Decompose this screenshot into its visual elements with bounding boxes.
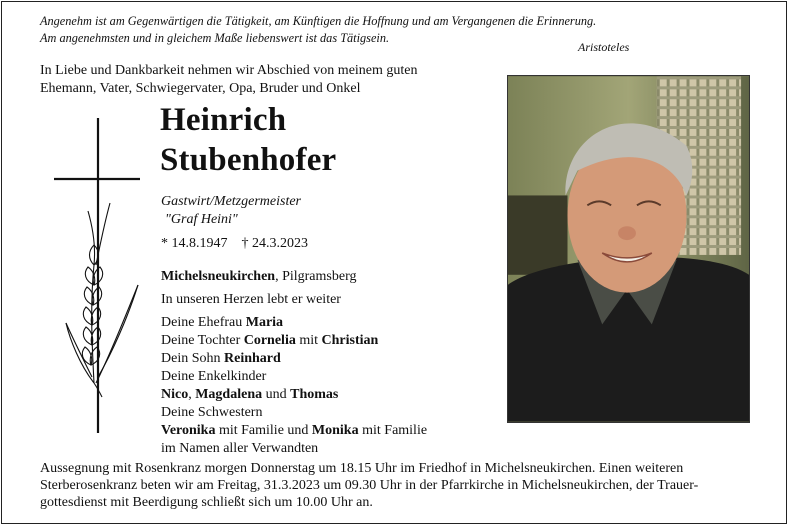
life-dates	[161, 236, 322, 252]
daughter-mid: mit	[295, 333, 322, 348]
daughter-name: Cornelia	[243, 333, 296, 348]
place-rest: , Pilgramsberg	[275, 269, 357, 284]
quote-line-2: Am angenehmsten und in gleichem Maße liebenswert ist das Tätigsein.	[40, 31, 390, 45]
intro-text	[40, 62, 480, 98]
sister-1-suffix: mit Familie und	[215, 423, 312, 438]
intro-line-2: Ehemann, Vater, Schwiegervater, Opa, Bruder und Onkel	[40, 81, 361, 96]
service-info	[40, 460, 760, 511]
grandchildren-label: Deine Enkelkinder	[161, 369, 267, 384]
sister-1: Veronika	[161, 423, 216, 438]
footer-line-3: gottesdienst mit Beerdigung schließt sich um 10.00 Uhr an.	[40, 495, 373, 510]
heart-line: In unseren Herzen lebt er weiter	[161, 292, 341, 307]
death-date: † 24.3.2023	[241, 236, 308, 251]
first-name: Heinrich	[160, 102, 287, 138]
place-main: Michelsneukirchen	[161, 269, 276, 284]
son-prefix: Dein Sohn	[161, 351, 224, 366]
grandchild-2: Magdalena	[195, 387, 263, 402]
intro-line-1: In Liebe und Dankbarkeit nehmen wir Abschied von meinem guten	[40, 63, 418, 78]
sisters-label: Deine Schwestern	[161, 405, 263, 420]
footer-line-1: Aussegnung mit Rosenkranz morgen Donnerstag um 18.15 Uhr im Friedhof in Michelsneukirchen. Einen weiteren	[40, 461, 684, 476]
deceased-name	[160, 100, 336, 180]
son-name: Reinhard	[224, 351, 281, 366]
footer-line-2: Sterberosenkranz beten wir am Freitag, 31.3.2023 um 09.30 Uhr in der Pfarrkirche in Michelsneukirchen, der Trauer-	[40, 478, 699, 493]
grandchildren	[161, 386, 427, 404]
last-name: Stubenhofer	[160, 142, 337, 178]
cross-with-wheat-icon	[50, 115, 145, 437]
sister-2: Monika	[311, 423, 359, 438]
mourners-list	[161, 314, 427, 458]
birth-date: * 14.8.1947	[161, 236, 228, 251]
wife-prefix: Deine Ehefrau	[161, 315, 246, 330]
quote-line-1: Angenehm ist am Gegenwärtigen die Tätigkeit, am Künftigen die Hoffnung und am Vergangenen die Erinnerung.	[40, 14, 597, 28]
daughter-partner-name: Christian	[321, 333, 379, 348]
grandchild-1: Nico	[161, 387, 189, 402]
profession: Gastwirt/Metzgermeister	[161, 194, 301, 209]
sep-2: und	[262, 387, 291, 402]
mourner-son	[161, 350, 427, 368]
relatives-line: im Namen aller Verwandten	[161, 441, 319, 456]
hometown	[161, 269, 356, 285]
nickname: "Graf Heini"	[165, 212, 238, 227]
mourner-daughter	[161, 332, 427, 350]
profession-block	[161, 193, 301, 229]
sep-1: ,	[188, 387, 196, 402]
sisters	[161, 422, 427, 440]
grandchild-3: Thomas	[290, 387, 339, 402]
mourner-wife	[161, 314, 427, 332]
quote-author: Aristoteles	[578, 40, 630, 54]
daughter-prefix: Deine Tochter	[161, 333, 244, 348]
portrait-photo	[507, 75, 750, 423]
sister-2-suffix: mit Familie	[358, 423, 428, 438]
wife-name: Maria	[245, 315, 284, 330]
